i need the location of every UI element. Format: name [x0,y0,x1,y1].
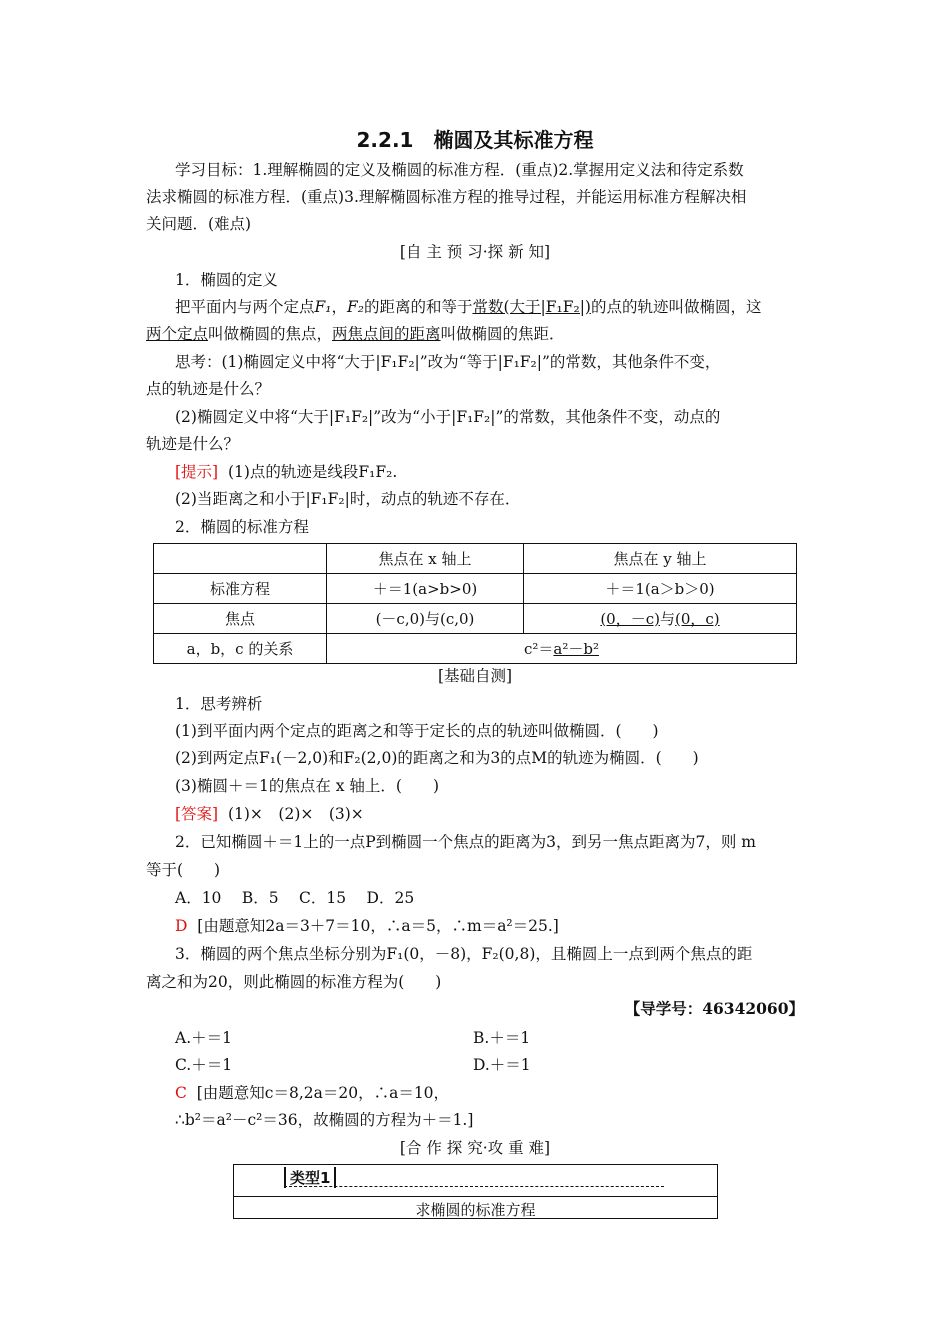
question1-item: (2)到两定点F₁(－2,0)和F₂(2,0)的距离之和为3的点M的轨迹为椭圆．( ) [175,749,699,767]
definition-line-2 [146,322,565,344]
table-row [154,574,797,604]
section-header-preview: [自 主 预 习·探 新 知] [399,243,551,261]
question1-item: (3)椭圆＋＝1的焦点在 x 轴上．( ) [175,777,440,795]
question3-line-2: 离之和为20，则此椭圆的标准方程为( ) [146,973,442,991]
definition-line-1 [175,295,761,317]
answer-letter: C [175,1084,187,1102]
option-a: A.＋＝1 [175,1029,232,1047]
question3-line-1: 3．椭圆的两个焦点坐标分别为F₁(0，－8)，F₂(0,8)，且椭圆上一点到两个焦点的距 [175,945,753,963]
hint-line-2: (2)当距离之和小于|F₁F₂|时，动点的轨迹不存在． [175,490,521,508]
type-box [233,1164,718,1219]
question2-options: A．10 B．5 C．15 D．25 [175,889,415,907]
table-cell [327,634,797,664]
table-row-label: 标准方程 [154,574,327,604]
objectives-line-1: 学习目标：1.理解椭圆的定义及椭圆的标准方程．(重点)2.掌握用定义法和待定系数 [175,161,744,179]
table-row [154,634,797,664]
focus-f2: F₂ [347,298,364,316]
table-cell: (－c,0)与(c,0) [327,604,524,634]
table-row-label: a，b，c 的关系 [154,634,327,664]
question1-item: (1)到平面内两个定点的距离之和等于定长的点的轨迹叫做椭圆．( ) [175,722,659,740]
table-header-y: 焦点在 y 轴上 [524,544,797,574]
explanation-text: [由题意知c＝8,2a＝20，∴a＝10， [196,1084,450,1102]
guide-number: 【导学号：46342060】 [624,999,804,1018]
think-line-4: 轨迹是什么？ [146,435,240,453]
definition-text: 的点的轨迹叫做椭圆，这 [590,298,762,316]
explanation-text: [由题意知2a＝3＋7＝10，∴a＝5，∴m＝a²＝25.] [197,917,559,935]
underlined-answer: a²－b² [553,640,599,658]
think-line-3: (2)椭圆定义中将“大于|F₁F₂|”改为“小于|F₁F₂|”的常数，其他条件不变，动点的 [175,408,721,426]
hint-label: [提示] [175,463,219,481]
question2-answer [175,914,559,936]
dashed-divider [284,1186,664,1187]
table-row [154,604,797,634]
focus-f1: F₁ [314,298,332,316]
definition-text: 把平面内与两个定点 [175,298,315,316]
underlined-answer: 两焦点间的距离 [332,325,441,343]
type-title: 求椭圆的标准方程 [415,1201,536,1219]
table-cell [524,604,797,634]
underlined-answer: (0，c) [675,610,720,628]
definition-text: ， [331,298,347,316]
option-c: C.＋＝1 [175,1056,233,1074]
table-header-x: 焦点在 x 轴上 [327,544,524,574]
table-cell [154,544,327,574]
type-label: 类型1 [284,1167,336,1188]
question3-answer [175,1081,449,1103]
question1-heading: 1．思考辨析 [175,695,263,713]
equation-heading: 2．椭圆的标准方程 [175,518,309,536]
answer-label: [答案] [175,805,219,823]
answer-letter: D [175,917,188,935]
table-row [154,544,797,574]
think-line-1: 思考：(1)椭圆定义中将“大于|F₁F₂|”改为“等于|F₁F₂|”的常数，其他条件不变， [175,353,721,371]
definition-text: 叫做椭圆的焦距． [440,325,565,343]
hint-line-1 [175,460,397,482]
page-title: 2.2.1 椭圆及其标准方程 [356,128,594,152]
definition-text: 叫做椭圆的焦点， [208,325,333,343]
objectives-line-3: 关问题．(难点) [146,215,252,233]
divider [234,1196,717,1197]
underlined-answer: 两个定点 [146,325,209,343]
table-text: 与 [659,610,675,628]
underlined-answer: (0，－c) [600,610,660,628]
question2-line-2: 等于( ) [146,861,221,879]
table-text: c²＝ [524,640,554,658]
definition-text: 的距离的和等于 [363,298,473,316]
think-line-2: 点的轨迹是什么？ [146,380,271,398]
basic-test-header: [基础自测] [437,667,513,685]
table-cell: ＋＝1(a>b>0) [327,574,524,604]
standard-equation-table [153,543,797,664]
section-header-explore: [合 作 探 究·攻 重 难] [399,1139,551,1157]
answer-line [175,802,364,824]
option-b: B.＋＝1 [473,1029,531,1047]
underlined-answer: 常数(大于|F₁F₂|) [472,298,591,316]
table-row-label: 焦点 [154,604,327,634]
question3-explanation-2: ∴b²＝a²－c²＝36，故椭圆的方程为＋＝1.] [175,1111,474,1129]
definition-heading: 1．椭圆的定义 [175,271,278,289]
hint-text: (1)点的轨迹是线段F₁F₂. [227,463,398,481]
answer-text: (1)× (2)× (3)× [227,805,364,823]
option-d: D.＋＝1 [473,1056,531,1074]
question2-line-1: 2．已知椭圆＋＝1上的一点P到椭圆一个焦点的距离为3，到另一焦点距离为7，则 m [175,833,757,851]
table-cell: ＋＝1(a＞b＞0) [524,574,797,604]
objectives-line-2: 法求椭圆的标准方程．(重点)3.理解椭圆标准方程的推导过程，并能运用标准方程解决相 [146,188,747,206]
